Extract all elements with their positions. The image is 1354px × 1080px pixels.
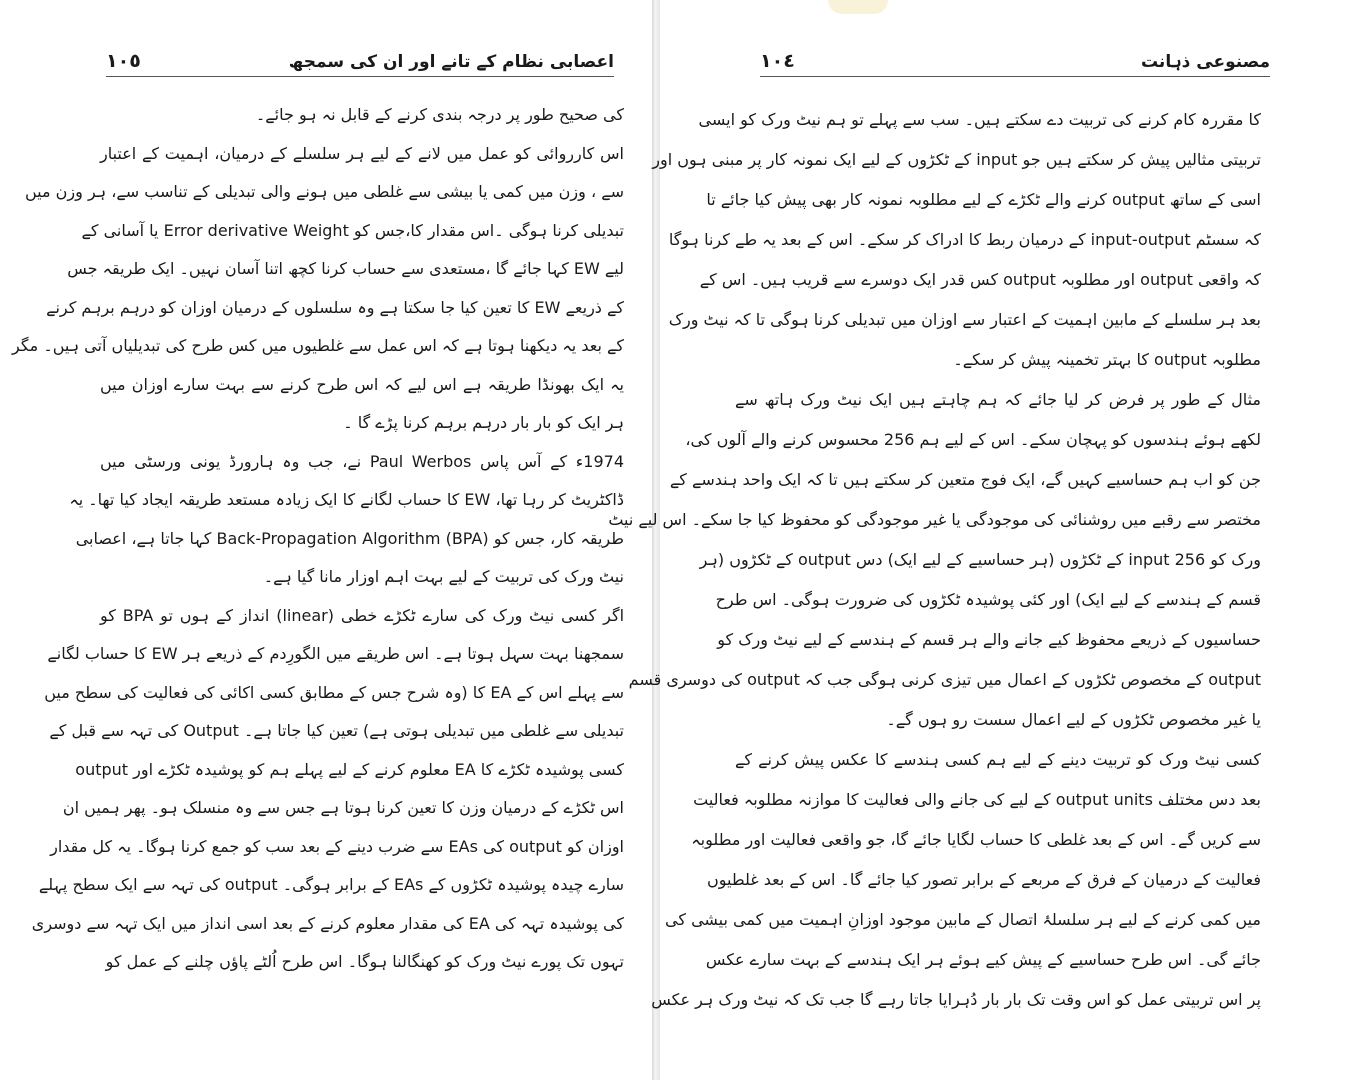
right-page-header bbox=[760, 48, 1270, 74]
text-line: ہر ایک کو بار بار درہم برہم کرنا پڑے گا ۔ bbox=[343, 413, 624, 432]
text-line: کی پوشیدہ تہہ کی EA کی مقدار معلوم کرنے کے بعد اسی انداز میں ایک تہہ سے دوسری bbox=[31, 913, 624, 933]
text-line: اگر کسی نیٹ ورک کی سارے ٹکڑے خطی (linear) انداز کے ہوں تو BPA کو bbox=[100, 605, 625, 625]
right-page-number: ١٠٤ bbox=[760, 50, 795, 72]
text-line: تبدیلی سے غلطی میں تبدیلی ہوتی ہے) تعین کیا جاتا ہے۔ Output کی تہہ سے قبل کے bbox=[49, 721, 624, 740]
left-page bbox=[0, 0, 654, 1080]
text-line: اوزان کو output کی EAs سے ضرب دینے کے بعد سب کو جمع کرنا ہوگا۔ یہ کل مقدار bbox=[50, 836, 624, 856]
left-header-rule bbox=[106, 76, 614, 77]
text-line: مثال کے طور پر فرض کر لیا جائے کہ ہم چاہتے ہیں ایک نیٹ ورک ہاتھ سے bbox=[735, 390, 1261, 409]
text-line: 1974ء کے آس پاس Paul Werbos نے، جب وہ ہارورڈ یونی ورسٹی میں bbox=[100, 451, 624, 471]
text-line: بعد دس مختلف output units کے لیے کی جانے والی فعالیت کا موازنہ مطلوبہ فعالیت bbox=[693, 790, 1261, 809]
text-line: ڈاکٹریٹ کر رہا تھا، EW کا حساب لگانے کا ایک زیادہ مستعد طریقہ ایجاد کیا تھا۔ یہ bbox=[69, 490, 624, 509]
text-line: اسی کے ساتھ output کرنے والے ٹکڑے کے لیے مطلوبہ نمونہ کار بھی پیش کیا جائے تا bbox=[706, 190, 1261, 209]
text-line: یا غیر مخصوص ٹکڑوں کے لیے اعمال سست رو ہوں گے۔ bbox=[886, 710, 1261, 729]
text-line: لکھے ہوئے ہندسوں کو پہچان سکے۔ اس کے لیے ہم 256 محسوس کرنے والے آلوں کی، bbox=[685, 430, 1261, 449]
right-page bbox=[608, 0, 1354, 1080]
text-line: کہ سسٹم input-output کے درمیان ربط کا ادراک کر سکے۔ اس کے بعد یہ طے کرنا ہوگا bbox=[668, 230, 1261, 249]
text-line: کے ذریعے EW کا تعین کیا جا سکتا ہے وہ سلسلوں کے درمیان اوزان کو درہم برہم کرنے bbox=[46, 297, 624, 317]
text-line: طریقہ کار، جس کو Back-Propagation Algorithm (BPA) کہا جاتا ہے، اعصابی bbox=[75, 528, 624, 548]
text-line: پر اس تربیتی عمل کو اس وقت تک بار بار دُہرایا جاتا رہے گا جب تک کہ نیٹ ورک ہر عکس bbox=[651, 990, 1261, 1009]
text-line: مختصر سے رقبے میں روشنائی کی موجودگی یا غیر موجودگی کو محفوظ کیا جا سکے۔ اس لیے نیٹ bbox=[608, 510, 1261, 529]
right-header-rule bbox=[760, 76, 1270, 77]
text-line: کا مقررہ کام کرنے کی تربیت دے سکتے ہیں۔ سب سے پہلے تو ہم نیٹ ورک کو ایسی bbox=[698, 110, 1261, 129]
text-line: کے بعد یہ دیکھنا ہوتا ہے کہ اس عمل سے غلطیوں میں کس طرح کی تبدیلیاں آتی ہیں۔ مگر bbox=[12, 336, 624, 355]
text-line: کسی نیٹ ورک کو تربیت دینے کے لیے ہم کسی ہندسے کا عکس پیش کرنے کے bbox=[735, 750, 1261, 769]
right-running-title: مصنوعی ذہانت bbox=[1140, 51, 1270, 72]
text-line: سے پہلے اس کے EA کا (وہ شرح جس کے مطابق کسی اکائی کی فعالیت کی سطح میں bbox=[44, 682, 624, 702]
left-page-header bbox=[106, 48, 614, 74]
left-page-body bbox=[12, 96, 625, 982]
text-line: تربیتی مثالیں پیش کر سکتے ہیں جو input کے ٹکڑوں کے لیے ایک نمونہ کار پر مبنی ہوں اور bbox=[652, 150, 1261, 169]
text-line: مطلوبہ output کا بہتر تخمینہ پیش کر سکے۔ bbox=[953, 350, 1261, 369]
text-line: یہ ایک بھونڈا طریقہ ہے اس لیے کہ اس طرح کرنے سے بہت سارے اوزان میں bbox=[100, 374, 624, 394]
text-line: سارے چیدہ پوشیدہ ٹکڑوں کے EAs کے برابر ہوگی۔ output کی تہہ سے ایک سطح پہلے bbox=[38, 875, 624, 894]
text-line: حساسیوں کے ذریعے محفوظ کیے جانے والے ہر قسم کے ہندسے کے لیے نیٹ ورک کو bbox=[717, 630, 1261, 649]
text-line: لیے EW کہا جائے گا ،مستعدی سے حساب کرنا کچھ اتنا آسان نہیں۔ ایک طریقہ جس bbox=[67, 259, 624, 278]
text-line: نیٹ ورک کی تربیت کے لیے بہت اہم اوزار مانا گیا ہے۔ bbox=[263, 567, 624, 586]
text-line: کہ واقعی output اور مطلوبہ output کس قدر ایک دوسرے سے قریب ہیں۔ اس کے bbox=[699, 270, 1261, 289]
paper-stain bbox=[828, 0, 888, 14]
right-page-body bbox=[608, 100, 1261, 1020]
text-line: فعالیت کے درمیان کے فرق کے مربعے کے برابر تصور کیا جائے گا۔ اس کے بعد غلطیوں bbox=[707, 870, 1261, 889]
text-line: تہوں تک پورے نیٹ ورک کو کھنگالنا ہوگا۔ اس طرح اُلٹے پاؤں چلنے کے عمل کو bbox=[105, 952, 624, 971]
left-page-number: ١٠٥ bbox=[106, 50, 141, 72]
text-line: بعد ہر سلسلے کے مابین اہمیت کے اعتبار سے اوزان میں تبدیلی کرنا ہوگی تا کہ نیٹ ورک bbox=[668, 310, 1261, 329]
text-line: قسم کے ہندسے کے لیے ایک) اور کئی پوشیدہ ٹکڑوں کی ضرورت ہوگی۔ اس طرح bbox=[715, 590, 1261, 609]
text-line: اس ٹکڑے کے درمیان وزن کا تعین کرنا ہوتا ہے جس سے وہ منسلک ہو۔ پھر ہمیں ان bbox=[62, 798, 624, 817]
left-running-title: اعصابی نظام کے تانے اور ان کی سمجھ bbox=[288, 51, 614, 72]
text-line: میں کمی کرنے کے لیے ہر سلسلۂ اتصال کے مابین موجود اوزانِ اہمیت میں کمی بیشی کی bbox=[665, 910, 1261, 929]
text-line: output کے مخصوص ٹکڑوں کے اعمال میں تیزی کرنی ہوگی جب کہ output کی دوسری قسم bbox=[628, 670, 1261, 689]
text-line: سمجھنا بہت سہل ہوتا ہے۔ اس طریقے میں الگورِدم کے ذریعے ہر EW کا حساب لگانے bbox=[47, 644, 624, 663]
text-line: جائے گی۔ اس طرح حساسیے کے پیش کیے ہوئے ہر ایک ہندسے کے بہت سارے عکس bbox=[705, 950, 1261, 969]
text-line: کسی پوشیدہ ٹکڑے کا EA معلوم کرنے کے لیے پہلے ہم کو پوشیدہ ٹکڑے اور output bbox=[75, 759, 624, 779]
text-line: کی صحیح طور پر درجہ بندی کرنے کے قابل نہ ہو جائے۔ bbox=[255, 105, 624, 124]
text-line: سے کریں گے۔ اس کے بعد غلطی کا حساب لگایا جائے گا، جو واقعی فعالیت اور مطلوبہ bbox=[691, 830, 1261, 849]
text-line: ورک کو 256 input کے ٹکڑوں (ہر حساسیے کے لیے ایک) دس output کے ٹکڑوں (ہر bbox=[699, 550, 1261, 569]
text-line: جن کو اب ہم حساسیے کہیں گے، ایک فوج متعین کر سکتے ہیں تا کہ ایک واحد ہندسے کے bbox=[669, 470, 1261, 489]
text-line: تبدیلی کرنا ہوگی ۔اس مقدار کا،جس کو Error derivative Weight یا آسانی کے bbox=[81, 220, 624, 240]
text-line: اس کارروائی کو عمل میں لانے کے لیے ہر سلسلے کے درمیان، اہمیت کے اعتبار bbox=[100, 143, 624, 163]
text-line: سے ، وزن میں کمی یا بیشی سے غلطی میں ہونے والی تبدیلی کے تناسب سے، ہر وزن میں bbox=[25, 182, 624, 201]
